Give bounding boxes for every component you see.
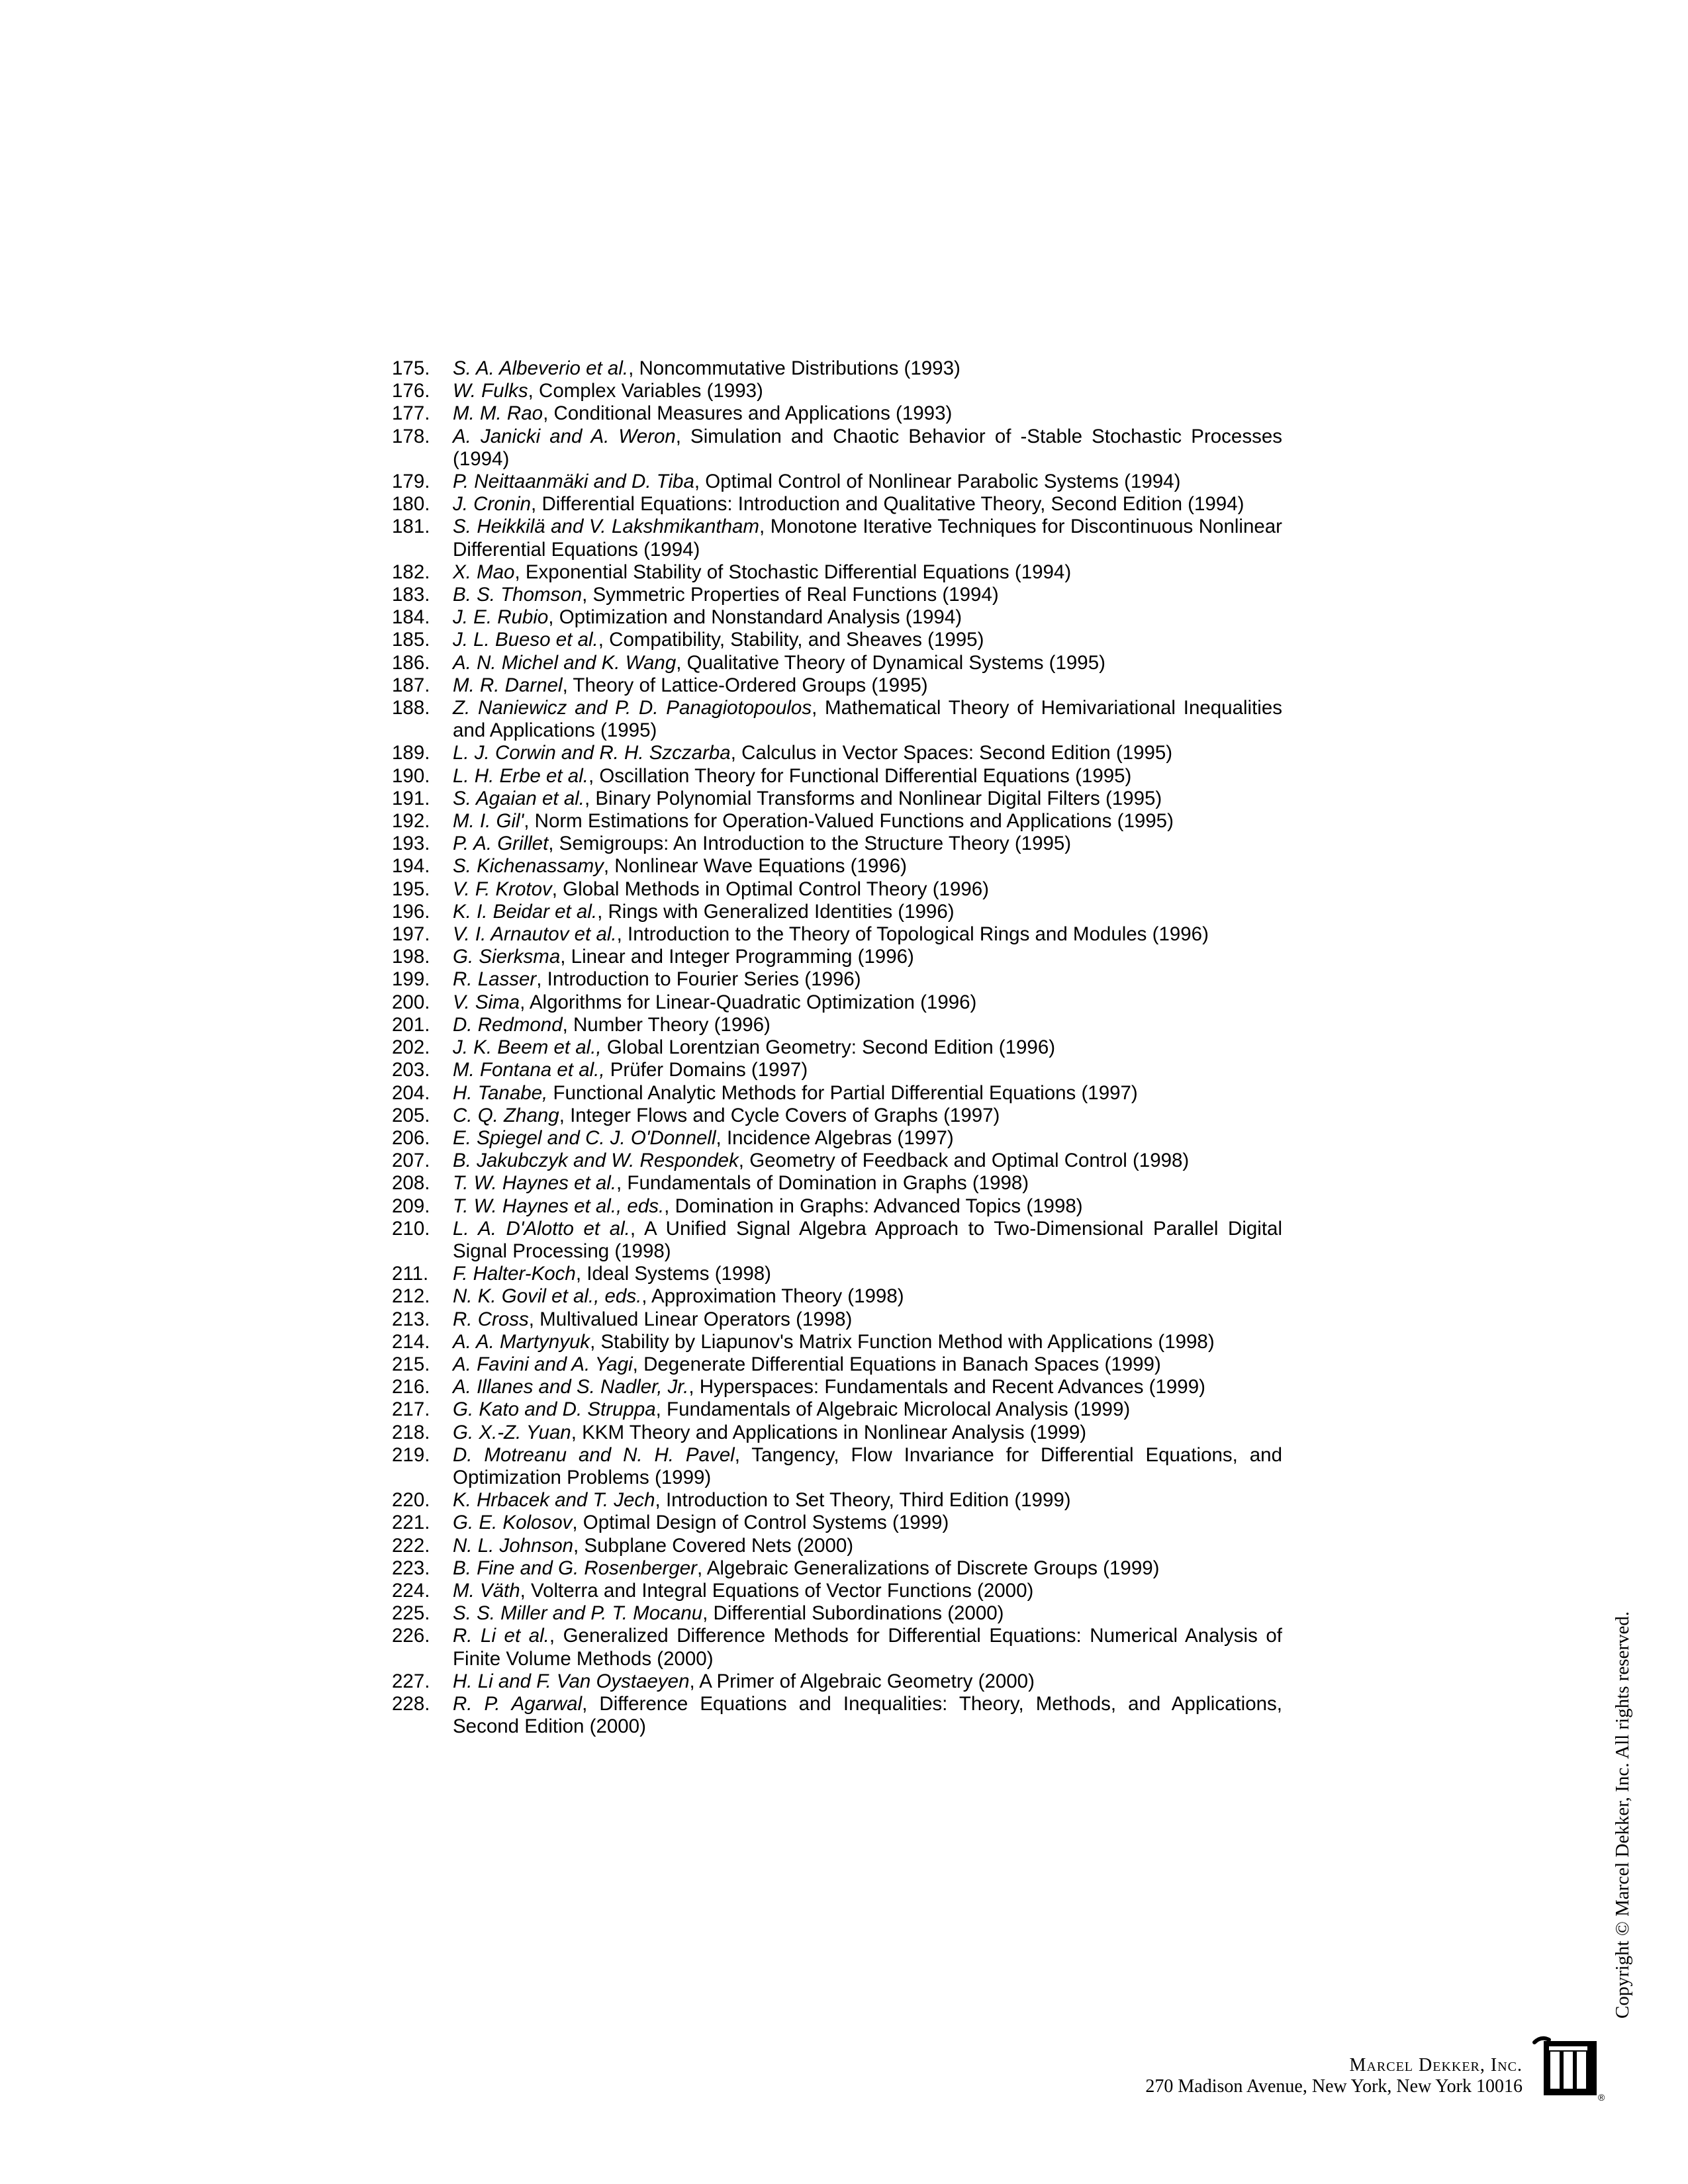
entry-citation	[453, 855, 1282, 878]
entry-citation	[453, 1059, 1282, 1081]
list-item	[392, 1014, 1282, 1036]
list-item	[392, 855, 1282, 878]
entry-title: , Rings with Generalized Identities (1996)	[597, 900, 955, 923]
entry-author: Z. Naniewicz and P. D. Panagiotopoulos	[453, 697, 812, 719]
entry-number: 183.	[392, 584, 430, 606]
entry-title: , Tangency, Flow Invariance for Differential Equations, and Optimization Problems (1999)	[453, 1443, 1282, 1488]
entry-author: G. X.-Z. Yuan	[453, 1421, 571, 1443]
entry-author: T. W. Haynes et al.	[453, 1172, 617, 1195]
entry-number: 217.	[392, 1398, 430, 1421]
list-item	[392, 1625, 1282, 1670]
publisher-block	[1145, 2055, 1523, 2097]
entry-title: , Semigroups: An Introduction to the Structure Theory (1995)	[548, 833, 1072, 855]
entry-title: , Domination in Graphs: Advanced Topics (1998)	[664, 1195, 1083, 1217]
entry-title: , Simulation and Chaotic Behavior of -Stable Stochastic Processes (1994)	[453, 425, 1282, 470]
entry-title: , Monotone Iterative Techniques for Discontinuous Nonlinear Differential Equations (1994)	[453, 516, 1282, 561]
entry-number: 210.	[392, 1217, 430, 1240]
entry-title: , Multivalued Linear Operators (1998)	[528, 1308, 853, 1330]
list-item	[392, 1444, 1282, 1489]
entry-citation	[453, 991, 1282, 1014]
entry-number: 188.	[392, 697, 430, 719]
entry-author: S. Agaian et al.	[453, 787, 585, 809]
entry-number: 197.	[392, 923, 430, 946]
entry-number: 203.	[392, 1059, 430, 1081]
list-item	[392, 1331, 1282, 1353]
entry-number: 196.	[392, 900, 430, 923]
entry-citation	[453, 742, 1282, 764]
entry-number: 176.	[392, 380, 430, 402]
entry-number: 202.	[392, 1036, 430, 1059]
list-item	[392, 652, 1282, 674]
entry-author: S. Kichenassamy	[453, 855, 604, 878]
entry-author: L. J. Corwin and R. H. Szczarba	[453, 742, 731, 764]
entry-title: , Oscillation Theory for Functional Differential Equations (1995)	[588, 764, 1132, 787]
list-item	[392, 1580, 1282, 1602]
entry-number: 208.	[392, 1172, 430, 1195]
publisher-address: 270 Madison Avenue, New York, New York 10016	[1145, 2076, 1523, 2097]
entry-number: 207.	[392, 1150, 430, 1172]
entry-number: 177.	[392, 402, 430, 425]
list-item	[392, 1127, 1282, 1150]
list-item	[392, 1557, 1282, 1580]
entry-title: , Exponential Stability of Stochastic Differential Equations (1994)	[514, 561, 1072, 583]
list-item	[392, 606, 1282, 629]
entry-citation	[453, 1172, 1282, 1195]
entry-author: J. L. Bueso et al.	[453, 629, 598, 651]
entry-citation	[453, 1014, 1282, 1036]
entry-number: 225.	[392, 1602, 430, 1625]
entry-author: R. Cross	[453, 1308, 529, 1330]
entry-title: Global Lorentzian Geometry: Second Edition (1996)	[601, 1036, 1056, 1059]
entry-number: 204.	[392, 1081, 430, 1104]
entry-title: , Introduction to Fourier Series (1996)	[536, 968, 861, 991]
entry-title: , Introduction to the Theory of Topological Rings and Modules (1996)	[616, 923, 1209, 946]
entry-author: R. P. Agarwal	[453, 1692, 583, 1715]
entry-number: 220.	[392, 1489, 430, 1512]
entry-author: A. Janicki and A. Weron	[453, 425, 676, 447]
entry-citation	[453, 833, 1282, 855]
entry-title: , Degenerate Differential Equations in Banach Spaces (1999)	[632, 1353, 1161, 1375]
entry-title: , Volterra and Integral Equations of Vector Functions (2000)	[520, 1579, 1034, 1602]
entry-title: , Symmetric Properties of Real Functions (1994)	[582, 584, 999, 606]
entry-number: 193.	[392, 833, 430, 855]
list-item	[392, 1285, 1282, 1308]
entry-number: 221.	[392, 1512, 430, 1534]
entry-author: D. Redmond	[453, 1013, 563, 1036]
list-item	[392, 1172, 1282, 1195]
list-item	[392, 901, 1282, 923]
entry-number: 223.	[392, 1557, 430, 1579]
entry-citation	[453, 878, 1282, 901]
entry-title: , Hyperspaces: Fundamentals and Recent Advances (1999)	[688, 1376, 1205, 1398]
entry-title: , Mathematical Theory of Hemivariational Inequalities and Applications (1995)	[453, 697, 1282, 742]
entry-number: 216.	[392, 1376, 430, 1398]
entry-title: , Algorithms for Linear-Quadratic Optimization (1996)	[520, 991, 977, 1013]
list-item	[392, 561, 1282, 584]
entry-number: 206.	[392, 1126, 430, 1149]
entry-author: S. A. Albeverio et al.	[453, 357, 629, 379]
entry-number: 189.	[392, 742, 430, 764]
entry-number: 213.	[392, 1308, 430, 1330]
entry-author: C. Q. Zhang	[453, 1104, 559, 1126]
entry-author: B. S. Thomson	[453, 584, 583, 606]
entry-title: , Theory of Lattice-Ordered Groups (1995)	[562, 674, 928, 696]
list-item	[392, 493, 1282, 516]
entry-citation	[453, 652, 1282, 674]
entry-citation	[453, 788, 1282, 810]
entry-author: M. I. Gil'	[453, 810, 524, 833]
entry-author: G. Kato and D. Struppa	[453, 1398, 656, 1421]
entry-title: , Differential Equations: Introduction and Qualitative Theory, Second Edition (1994)	[531, 493, 1244, 516]
entry-number: 205.	[392, 1104, 430, 1126]
entry-author: F. Halter-Koch	[453, 1263, 576, 1285]
entry-number: 201.	[392, 1013, 430, 1036]
entry-title: , Optimal Control of Nonlinear Parabolic Systems (1994)	[694, 471, 1181, 493]
list-item	[392, 946, 1282, 968]
entry-author: T. W. Haynes et al., eds.	[453, 1195, 665, 1217]
list-item	[392, 923, 1282, 946]
list-item	[392, 380, 1282, 402]
list-item	[392, 1036, 1282, 1059]
entry-citation	[453, 606, 1282, 629]
entry-author: R. Li et al.	[453, 1625, 549, 1647]
list-item	[392, 1422, 1282, 1444]
entry-number: 211.	[392, 1263, 429, 1285]
entry-author: K. I. Beidar et al.	[453, 900, 598, 923]
entry-citation	[453, 901, 1282, 923]
entry-title: , Fundamentals of Domination in Graphs (1998)	[616, 1172, 1029, 1195]
entry-number: 227.	[392, 1670, 430, 1692]
list-item	[392, 1535, 1282, 1557]
list-item	[392, 878, 1282, 901]
entry-title: , Approximation Theory (1998)	[641, 1285, 904, 1308]
entry-author: A. N. Michel and K. Wang	[453, 651, 677, 674]
entry-title: , Global Methods in Optimal Control Theory (1996)	[551, 878, 989, 900]
entry-number: 194.	[392, 855, 430, 878]
list-item	[392, 765, 1282, 788]
entry-citation	[453, 1308, 1282, 1331]
entry-title: , Qualitative Theory of Dynamical Systems (1995)	[676, 651, 1105, 674]
entry-author: N. L. Johnson	[453, 1534, 574, 1557]
copyright-text: Copyright © Marcel Dekker, Inc. All rights reserved.	[1612, 1611, 1633, 2019]
entry-number: 209.	[392, 1195, 430, 1217]
list-item	[392, 697, 1282, 742]
entry-title: , Geometry of Feedback and Optimal Control (1998)	[738, 1150, 1190, 1172]
publisher-name: Marcel Dekker, Inc.	[1349, 2055, 1523, 2075]
entry-number: 180.	[392, 493, 430, 516]
entry-citation	[453, 697, 1282, 742]
entry-citation	[453, 493, 1282, 516]
entry-citation	[453, 1353, 1282, 1376]
entry-citation	[453, 1398, 1282, 1421]
entry-title: Prüfer Domains (1997)	[604, 1059, 808, 1081]
list-item	[392, 1105, 1282, 1127]
entry-citation	[453, 1580, 1282, 1602]
entry-number: 199.	[392, 968, 430, 991]
list-item	[392, 402, 1282, 425]
entry-author: N. K. Govil et al., eds.	[453, 1285, 642, 1308]
entry-citation	[453, 1263, 1282, 1285]
entry-citation	[453, 516, 1282, 561]
entry-title: , Compatibility, Stability, and Sheaves (1995)	[598, 629, 984, 651]
entry-citation	[453, 1602, 1282, 1625]
entry-author: J. K. Beem et al.,	[453, 1036, 602, 1059]
entry-author: A. A. Martynyuk	[453, 1330, 590, 1353]
entry-number: 181.	[392, 516, 430, 538]
list-item	[392, 991, 1282, 1014]
entry-number: 195.	[392, 878, 430, 900]
entry-citation	[453, 1512, 1282, 1534]
list-item	[392, 810, 1282, 833]
entry-title: , Complex Variables (1993)	[528, 380, 763, 402]
entry-number: 200.	[392, 991, 430, 1013]
list-item	[392, 516, 1282, 561]
entry-author: H. Li and F. Van Oystaeyen	[453, 1670, 690, 1692]
entry-author: G. E. Kolosov	[453, 1512, 573, 1534]
entry-title: , Algebraic Generalizations of Discrete Groups (1999)	[696, 1557, 1160, 1579]
entry-number: 222.	[392, 1534, 430, 1557]
entry-author: V. I. Arnautov et al.	[453, 923, 617, 946]
entry-citation	[453, 1331, 1282, 1353]
entry-author: W. Fulks	[453, 380, 528, 402]
entry-title: , Binary Polynomial Transforms and Nonlinear Digital Filters (1995)	[584, 787, 1162, 809]
list-item	[392, 1059, 1282, 1081]
entry-author: M. R. Darnel	[453, 674, 563, 696]
entry-citation	[453, 1422, 1282, 1444]
list-item	[392, 1195, 1282, 1218]
entry-title: , Norm Estimations for Operation-Valued Functions and Applications (1995)	[524, 810, 1174, 833]
entry-number: 215.	[392, 1353, 430, 1375]
entry-number: 228.	[392, 1692, 430, 1715]
entry-author: K. Hrbacek and T. Jech	[453, 1489, 655, 1512]
entry-number: 182.	[392, 561, 430, 583]
entry-citation	[453, 1150, 1282, 1172]
entry-title: , Incidence Algebras (1997)	[716, 1126, 954, 1149]
entry-number: 214.	[392, 1330, 430, 1353]
entry-number: 192.	[392, 810, 430, 833]
entry-number: 190.	[392, 764, 430, 787]
entry-title: , Number Theory (1996)	[562, 1013, 771, 1036]
entry-citation	[453, 1285, 1282, 1308]
entry-author: A. Illanes and S. Nadler, Jr.	[453, 1376, 689, 1398]
list-item	[392, 1693, 1282, 1738]
entry-title: , Ideal Systems (1998)	[575, 1263, 771, 1285]
entry-author: S. Heikkilä and V. Lakshmikantham	[453, 516, 760, 538]
entry-number: 191.	[392, 787, 430, 809]
entry-citation	[453, 1489, 1282, 1512]
list-item	[392, 788, 1282, 810]
entry-title: , Linear and Integer Programming (1996)	[560, 946, 914, 968]
entry-citation	[453, 1127, 1282, 1150]
entry-title: , KKM Theory and Applications in Nonlinear Analysis (1999)	[571, 1421, 1087, 1443]
entry-author: P. Neittaanmäki and D. Tiba	[453, 471, 694, 493]
entry-number: 226.	[392, 1625, 430, 1647]
list-item	[392, 1218, 1282, 1263]
entry-title: , Introduction to Set Theory, Third Edition (1999)	[655, 1489, 1071, 1512]
list-item	[392, 833, 1282, 855]
list-item	[392, 1082, 1282, 1105]
entry-title: Functional Analytic Methods for Partial Differential Equations (1997)	[547, 1081, 1138, 1104]
entry-number: 218.	[392, 1421, 430, 1443]
entry-author: L. H. Erbe et al.	[453, 764, 588, 787]
list-item	[392, 629, 1282, 651]
entry-citation	[453, 1376, 1282, 1398]
entry-title: , Differential Subordinations (2000)	[702, 1602, 1004, 1625]
book-series-list	[392, 357, 1282, 1738]
entry-citation	[453, 629, 1282, 651]
entry-author: J. E. Rubio	[453, 606, 549, 629]
entry-title: , Nonlinear Wave Equations (1996)	[603, 855, 907, 878]
entry-citation	[453, 1670, 1282, 1693]
entry-author: V. F. Krotov	[453, 878, 552, 900]
entry-author: M. Fontana et al.,	[453, 1059, 605, 1081]
entry-citation	[453, 1693, 1282, 1738]
list-item	[392, 1308, 1282, 1331]
list-item	[392, 357, 1282, 380]
registered-mark: ®	[1598, 2092, 1605, 2103]
list-item	[392, 1376, 1282, 1398]
entry-title: , Optimal Design of Control Systems (1999)	[572, 1512, 949, 1534]
entry-number: 219.	[392, 1443, 430, 1466]
entry-title: , Difference Equations and Inequalities: Theory, Methods, and Applications, Second Edition (2000)	[453, 1692, 1282, 1738]
entry-number: 198.	[392, 946, 430, 968]
entry-title: , Fundamentals of Algebraic Microlocal Analysis (1999)	[655, 1398, 1131, 1421]
list-item	[392, 1353, 1282, 1376]
entry-author: X. Mao	[453, 561, 515, 583]
entry-citation	[453, 923, 1282, 946]
entry-author: J. Cronin	[453, 493, 532, 516]
entry-citation	[453, 426, 1282, 471]
entry-title: , Calculus in Vector Spaces: Second Edition (1995)	[730, 742, 1173, 764]
entry-author: M. Väth	[453, 1579, 520, 1602]
entry-author: S. S. Miller and P. T. Mocanu	[453, 1602, 703, 1625]
entry-citation	[453, 584, 1282, 606]
list-item	[392, 1489, 1282, 1512]
list-item	[392, 968, 1282, 991]
entry-author: L. A. D'Alotto et al.	[453, 1217, 630, 1240]
entry-citation	[453, 1557, 1282, 1580]
list-item	[392, 426, 1282, 471]
entry-author: A. Favini and A. Yagi	[453, 1353, 633, 1375]
entry-number: 212.	[392, 1285, 430, 1308]
entry-author: E. Spiegel and C. J. O'Donnell	[453, 1126, 716, 1149]
entry-citation	[453, 1535, 1282, 1557]
list-item	[392, 471, 1282, 493]
entry-title: , A Unified Signal Algebra Approach to Two-Dimensional Parallel Digital Signal Processing (1998)	[453, 1217, 1283, 1262]
entry-citation	[453, 1105, 1282, 1127]
entry-citation	[453, 946, 1282, 968]
entry-citation	[453, 1036, 1282, 1059]
entry-title: , Integer Flows and Cycle Covers of Graphs (1997)	[559, 1104, 1000, 1126]
entry-citation	[453, 471, 1282, 493]
list-item	[392, 1150, 1282, 1172]
entry-citation	[453, 1444, 1282, 1489]
entry-title: , Noncommutative Distributions (1993)	[628, 357, 961, 379]
list-item	[392, 1263, 1282, 1285]
list-item	[392, 1398, 1282, 1421]
entry-title: , Generalized Difference Methods for Differential Equations: Numerical Analysis of Finite Volume Methods (2000)	[453, 1625, 1282, 1670]
entry-author: R. Lasser	[453, 968, 537, 991]
entry-author: B. Fine and G. Rosenberger	[453, 1557, 697, 1579]
entry-author: M. M. Rao	[453, 402, 543, 425]
entry-title: , A Primer of Algebraic Geometry (2000)	[689, 1670, 1035, 1692]
entry-number: 224.	[392, 1579, 430, 1602]
entry-citation	[453, 357, 1282, 380]
list-item	[392, 742, 1282, 764]
entry-number: 185.	[392, 629, 430, 651]
entry-author: B. Jakubczyk and W. Respondek	[453, 1150, 739, 1172]
entry-citation	[453, 1195, 1282, 1218]
entry-citation	[453, 402, 1282, 425]
entry-number: 187.	[392, 674, 430, 696]
entry-number: 178.	[392, 425, 430, 447]
entry-title: , Conditional Measures and Applications (1993)	[543, 402, 953, 425]
entry-number: 186.	[392, 651, 430, 674]
entry-number: 179.	[392, 471, 430, 493]
entry-title: , Stability by Liapunov's Matrix Function Method with Applications (1998)	[590, 1330, 1215, 1353]
list-item	[392, 1602, 1282, 1625]
entry-citation	[453, 561, 1282, 584]
entry-citation	[453, 1625, 1282, 1670]
entry-citation	[453, 810, 1282, 833]
entry-citation	[453, 674, 1282, 697]
list-item	[392, 1512, 1282, 1534]
entry-number: 175.	[392, 357, 430, 379]
list-item	[392, 674, 1282, 697]
entry-title: , Optimization and Nonstandard Analysis (1994)	[548, 606, 962, 629]
list-item	[392, 1670, 1282, 1693]
entry-number: 184.	[392, 606, 430, 629]
entry-author: V. Sima	[453, 991, 520, 1013]
entry-citation	[453, 380, 1282, 402]
entry-author: D. Motreanu and N. H. Pavel	[453, 1443, 735, 1466]
entry-author: P. A. Grillet	[453, 833, 549, 855]
entry-author: G. Sierksma	[453, 946, 561, 968]
publisher-logo-icon	[1529, 2032, 1609, 2105]
list-item	[392, 584, 1282, 606]
entry-citation	[453, 1218, 1282, 1263]
entry-citation	[453, 968, 1282, 991]
entry-citation	[453, 765, 1282, 788]
entry-author: H. Tanabe,	[453, 1081, 548, 1104]
entry-title: , Subplane Covered Nets (2000)	[573, 1534, 854, 1557]
entry-citation	[453, 1082, 1282, 1105]
